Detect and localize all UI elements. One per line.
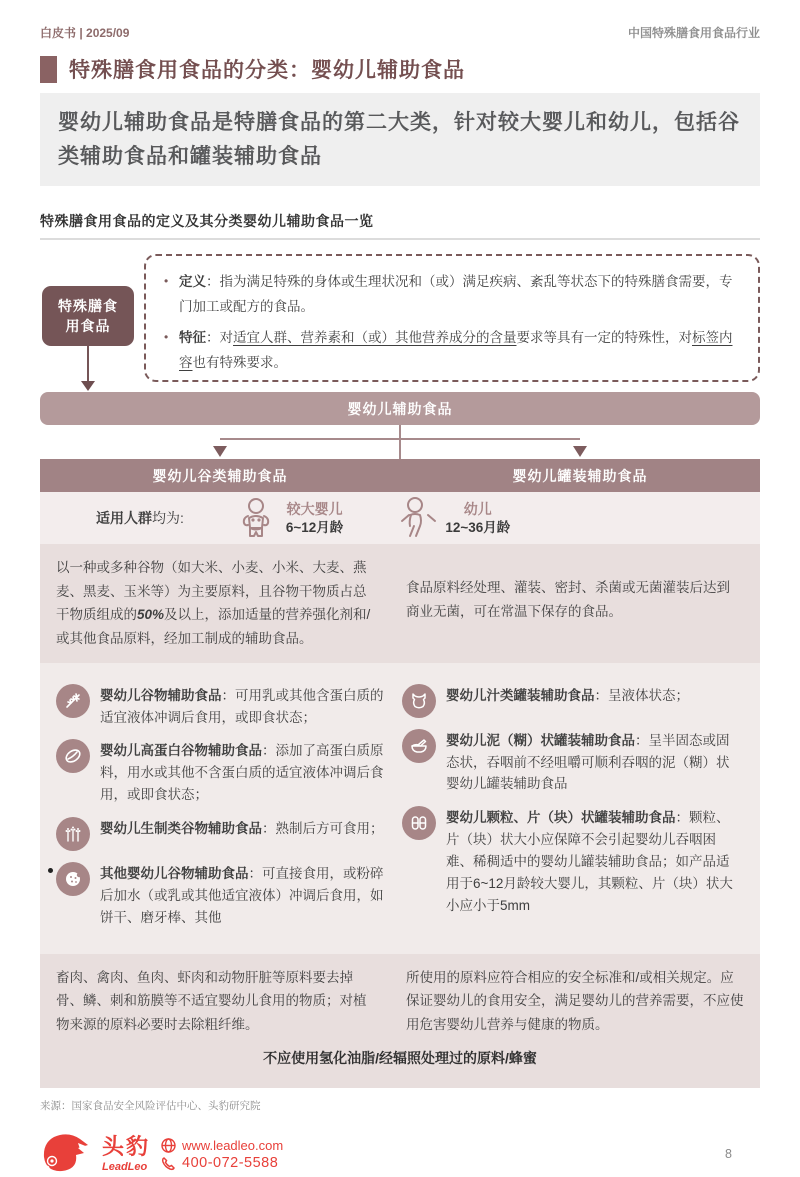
subcategory-lists <box>40 663 760 954</box>
audience-label-bold: 适用人群 <box>96 510 152 527</box>
feature-seg1: ：对 <box>206 330 233 346</box>
page-footer <box>40 1131 760 1177</box>
item-desc: ：呈半固态或固态状，吞咽前不经咀嚼可顺利吞咽的泥（糊）状婴幼儿罐装辅助食品 <box>446 732 730 792</box>
requirement-center: 不应使用氢化油脂/经辐照处理过的原料/蜂蜜 <box>263 1050 537 1067</box>
item-desc: ：可直接食用，或粉碎后加水（或乳或其他适宜液体）冲调后食用，如饼干、磨牙棒、其他 <box>100 865 384 925</box>
connector-arrow-left-icon <box>213 446 227 457</box>
cereal-definition-pre: 以一种或多种谷物（如大米、小麦、小米、大麦、燕麦、黑麦、玉米等）为主要原料，且谷物干物质占总干物质组成的 <box>56 560 367 623</box>
item-title: 婴幼儿高蛋白谷物辅助食品 <box>100 743 262 759</box>
root-node <box>42 286 134 346</box>
category-header-bar <box>40 459 760 492</box>
contact-block <box>160 1136 283 1173</box>
item-title: 婴幼儿汁类罐装辅助食品 <box>446 687 595 703</box>
cereal-definition-50pct: 50% <box>137 607 165 623</box>
definition-bullet <box>164 270 736 320</box>
definition-text: ：指为满足特殊的身体或生理状况和（或）满足疾病、紊乱等状态下的特殊膳食需要，专门加工或配方的食品。 <box>179 274 733 315</box>
item-desc: ：添加了高蛋白质原料，用水或其他不含蛋白质的适宜液体冲调后食用，或即食状态； <box>100 743 384 803</box>
item-desc: ：熟制后方可食用； <box>262 820 384 836</box>
item-title: 婴幼儿泥（糊）状罐装辅助食品 <box>446 732 635 748</box>
cereal-subcategories <box>56 673 400 940</box>
audience-label-rest: 均为: <box>152 510 184 527</box>
stray-bullet-dot <box>48 868 53 873</box>
page-number: 8 <box>725 1147 732 1162</box>
audience-row <box>40 492 760 544</box>
source-note: 来源：国家食品安全风险评估中心、头豹研究院 <box>40 1100 261 1113</box>
cereal-definition-post: 及以上，添加适量的营养强化剂和/或其他食品原料，经加工制成的辅助食品。 <box>56 607 371 647</box>
connector-horizontal-line <box>220 438 580 440</box>
bean-icon <box>62 745 84 767</box>
subtitle-rule <box>40 238 760 240</box>
millet-icon <box>62 823 84 845</box>
item-desc: ：可用乳或其他含蛋白质的适宜液体冲调后食用，或即食状态； <box>100 687 384 725</box>
feature-seg3: 也有特殊要求。 <box>192 355 287 371</box>
title-row <box>40 54 760 84</box>
requirement-left: 畜肉、禽肉、鱼肉、虾肉和动物肝脏等原料要去掉骨、鳞、刺和筋膜等不适宜婴幼儿食用的物质；对植物来源的原料必要时去除粗纤维。 <box>56 969 367 1032</box>
baby-icon <box>236 496 276 540</box>
audience-label <box>96 508 184 528</box>
category-definitions <box>40 544 760 663</box>
canned-subcategories <box>400 673 744 940</box>
key-message-banner: 婴幼儿辅助食品是特膳食品的第二大类，针对较大婴儿和幼儿，包括谷类辅助食品和罐装辅助食品 <box>40 93 760 186</box>
list-item <box>56 817 386 851</box>
feature-underline-1: 适宜人群、营养素和（或）其他营养成分的含量 <box>233 330 517 346</box>
feature-seg2: 要求等具有一定的特殊性，对 <box>516 330 692 346</box>
wheat-icon <box>62 690 84 712</box>
feature-bullet <box>164 326 736 376</box>
globe-icon <box>160 1137 177 1154</box>
list-item <box>56 862 386 929</box>
title-square-icon <box>40 56 57 83</box>
audience-name-infant: 较大婴儿 <box>286 501 343 518</box>
phone-number[interactable]: 400-072-5588 <box>182 1155 279 1172</box>
requirement-right: 所使用的原料应符合相应的安全标准和/或相关规定。应保证婴幼儿的食用安全，满足婴幼儿的营养需要，不应使用危害婴幼儿营养与健康的物质。 <box>406 969 744 1032</box>
industry-label: 中国特殊膳食用食品行业 <box>627 26 760 40</box>
cereal-definition <box>56 556 400 651</box>
cookie-icon <box>62 868 84 890</box>
definition-label: 定义 <box>179 274 206 290</box>
leadleo-logo <box>40 1131 94 1177</box>
audience-group-infant <box>236 496 343 540</box>
bowl-icon <box>408 735 430 757</box>
page-header <box>40 24 760 41</box>
category-header-canned: 婴幼儿罐装辅助食品 <box>512 467 648 484</box>
item-desc: ：颗粒、片（块）状大小应保障不会引起婴幼儿吞咽困难、稀稠适中的婴幼儿罐装辅助食品；如产品适用于6~12月龄较大婴儿，其颗粒、片（块）状大小应小于5mm <box>446 810 733 913</box>
root-node-line2: 用食品 <box>65 318 111 335</box>
phone-icon <box>160 1155 177 1172</box>
brand-block <box>102 1133 151 1173</box>
canned-definition: 食品原料经处理、灌装、密封、杀菌或无菌灌装后达到商业无菌，可在常温下保存的食品。 <box>406 580 730 619</box>
feature-label: 特征 <box>179 330 206 346</box>
level1-node: 婴幼儿辅助食品 <box>40 392 760 425</box>
root-node-line1: 特殊膳食 <box>58 297 118 314</box>
audience-group-toddler <box>395 496 510 540</box>
page-title: 特殊膳食用食品的分类：婴幼儿辅助食品 <box>69 59 465 82</box>
classification-diagram <box>40 254 760 392</box>
definition-box <box>144 254 760 382</box>
brand-subname: LeadLeo <box>102 1160 148 1173</box>
audience-age-toddler: 12~36月龄 <box>445 519 511 535</box>
list-item <box>56 684 386 729</box>
doc-type-date: 白皮书 | 2025/09 <box>40 26 130 40</box>
feature-underline-2: 标签内容 <box>179 330 733 371</box>
audience-name-toddler: 幼儿 <box>463 501 492 518</box>
category-header-cereal: 婴幼儿谷类辅助食品 <box>152 467 288 484</box>
list-item <box>402 729 742 796</box>
section-subtitle: 特殊膳食用食品的定义及其分类婴幼儿辅助食品一览 <box>40 213 374 230</box>
branch-connector <box>40 425 760 459</box>
website-link[interactable]: www.leadleo.com <box>182 1137 284 1153</box>
raw-material-requirements <box>40 954 760 1089</box>
item-title: 其他婴幼儿谷物辅助食品 <box>100 865 249 881</box>
item-title: 婴幼儿谷物辅助食品 <box>100 687 222 703</box>
item-title: 婴幼儿颗粒、片（块）状罐装辅助食品 <box>446 810 676 826</box>
audience-age-infant: 6~12月龄 <box>285 519 344 535</box>
connector-arrow-right-icon <box>573 446 587 457</box>
root-connector-line <box>87 346 89 382</box>
list-item <box>56 739 386 806</box>
jug-icon <box>408 690 430 712</box>
brand-name: 头豹 <box>102 1133 151 1159</box>
pills-icon <box>408 812 430 834</box>
list-item <box>402 806 742 916</box>
toddler-icon <box>395 496 435 540</box>
list-item <box>402 684 742 718</box>
connector-center-line <box>399 425 401 459</box>
root-arrow-icon <box>81 381 95 391</box>
item-title: 婴幼儿生制类谷物辅助食品 <box>100 820 262 836</box>
item-desc: ：呈液体状态； <box>594 687 689 703</box>
